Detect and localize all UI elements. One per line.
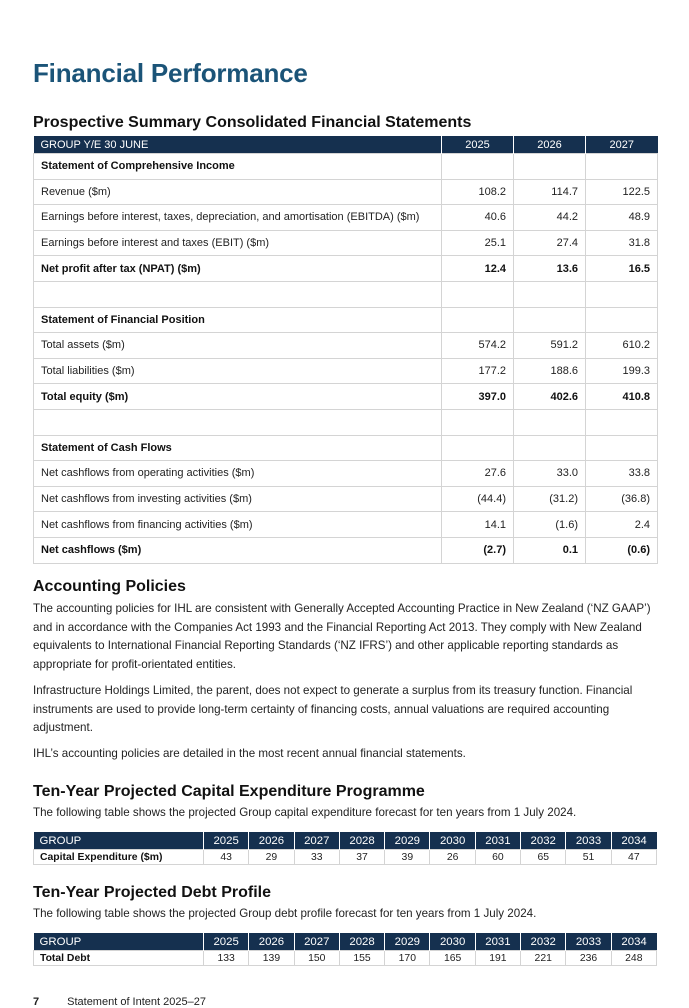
- row-value: 610.2: [586, 333, 658, 359]
- header-year: 2027: [294, 933, 339, 951]
- header-year: 2033: [566, 832, 611, 850]
- row-label: Statement of Comprehensive Income: [34, 154, 442, 180]
- row-value: 199.3: [586, 358, 658, 384]
- row-value: 44.2: [514, 205, 586, 231]
- row-value: 27.4: [514, 230, 586, 256]
- page-footer: [33, 996, 206, 1008]
- row-value: 248: [611, 951, 656, 966]
- row-value: 37: [339, 850, 384, 865]
- row-value: [442, 409, 514, 435]
- page-title: Financial Performance: [33, 58, 308, 88]
- row-value: 177.2: [442, 358, 514, 384]
- row-label: Revenue ($m): [34, 179, 442, 205]
- table-row: [34, 179, 658, 205]
- header-year: 2032: [521, 933, 566, 951]
- table-row: [34, 850, 657, 865]
- header-year: 2027: [586, 136, 658, 154]
- table-row: [34, 384, 658, 410]
- row-value: [586, 409, 658, 435]
- footer-doc-title: Statement of Intent 2025–27: [67, 996, 206, 1008]
- table-header-row: [34, 832, 657, 850]
- row-label: [34, 409, 442, 435]
- header-year: 2026: [514, 136, 586, 154]
- row-value: 40.6: [442, 205, 514, 231]
- row-value: 574.2: [442, 333, 514, 359]
- row-value: [514, 307, 586, 333]
- header-year: 2034: [611, 832, 656, 850]
- row-value: 29: [249, 850, 294, 865]
- row-value: 33.8: [586, 461, 658, 487]
- row-value: 43: [204, 850, 249, 865]
- accounting-paragraph: The accounting policies for IHL are consistent with Generally Accepted Accounting Practice in New Zealand (‘NZ GAAP’) and in accordance with the Companies Act 1993 and the Financial Reporting Act 2013. They comply with New Zealand equivalents to International Financial Reporting Standards (‘NZ IFRS’) and other applicable reporting standards as appropriate for profit-orientated entities.: [33, 602, 651, 671]
- section-header-row: [34, 307, 658, 333]
- row-value: 191: [475, 951, 520, 966]
- row-label: Earnings before interest and taxes (EBIT) ($m): [34, 230, 442, 256]
- row-value: (0.6): [586, 537, 658, 563]
- financial-statements-heading: Prospective Summary Consolidated Financial Statements: [33, 114, 472, 131]
- row-value: 188.6: [514, 358, 586, 384]
- row-label: Net cashflows from financing activities ($m): [34, 512, 442, 538]
- header-year: 2028: [339, 933, 384, 951]
- row-label: Capital Expenditure ($m): [34, 850, 204, 865]
- row-value: [586, 281, 658, 307]
- row-label: Net profit after tax (NPAT) ($m): [34, 256, 442, 282]
- section-header-row: [34, 154, 658, 180]
- header-year: 2025: [442, 136, 514, 154]
- row-value: [586, 307, 658, 333]
- header-year: 2027: [294, 832, 339, 850]
- row-value: 114.7: [514, 179, 586, 205]
- row-value: 31.8: [586, 230, 658, 256]
- header-year: 2025: [204, 832, 249, 850]
- table-row: [34, 537, 658, 563]
- accounting-paragraph: Infrastructure Holdings Limited, the parent, does not expect to generate a surplus from its treasury function. Financial instruments are used to provide long-term certainty of financing costs, annual valuations are required accounting adjustment.: [33, 684, 633, 735]
- header-year: 2031: [475, 832, 520, 850]
- debt-heading: Ten-Year Projected Debt Profile: [33, 884, 271, 901]
- row-value: 48.9: [586, 205, 658, 231]
- row-value: [442, 307, 514, 333]
- table-header-row: [34, 933, 657, 951]
- row-value: [442, 281, 514, 307]
- row-value: [442, 154, 514, 180]
- capex-heading: Ten-Year Projected Capital Expenditure Programme: [33, 783, 425, 800]
- row-value: (1.6): [514, 512, 586, 538]
- capex-intro: The following table shows the projected Group capital expenditure forecast for ten years from 1 July 2024.: [33, 806, 577, 819]
- row-value: 33.0: [514, 461, 586, 487]
- row-value: 170: [385, 951, 430, 966]
- row-value: 27.6: [442, 461, 514, 487]
- row-value: 25.1: [442, 230, 514, 256]
- row-value: 133: [204, 951, 249, 966]
- table-row: [34, 512, 658, 538]
- header-group: GROUP Y/E 30 JUNE: [34, 136, 442, 154]
- row-label: Statement of Cash Flows: [34, 435, 442, 461]
- financial-statements-table: [33, 136, 658, 564]
- row-label: Earnings before interest, taxes, depreciation, and amortisation (EBITDA) ($m): [34, 205, 442, 231]
- row-value: [514, 154, 586, 180]
- row-value: [514, 281, 586, 307]
- row-value: [514, 435, 586, 461]
- table-row: [34, 951, 657, 966]
- table-row: [34, 230, 658, 256]
- row-value: 410.8: [586, 384, 658, 410]
- row-value: 60: [475, 850, 520, 865]
- spacer-row: [34, 409, 658, 435]
- accounting-paragraph: IHL’s accounting policies are detailed in the most recent annual financial statements.: [33, 747, 466, 760]
- header-group: GROUP: [34, 832, 204, 850]
- accounting-policies-heading: Accounting Policies: [33, 578, 186, 595]
- header-year: 2028: [339, 832, 384, 850]
- header-year: 2030: [430, 933, 475, 951]
- row-value: 16.5: [586, 256, 658, 282]
- row-label: Statement of Financial Position: [34, 307, 442, 333]
- row-value: 139: [249, 951, 294, 966]
- row-value: [514, 409, 586, 435]
- row-value: 397.0: [442, 384, 514, 410]
- header-year: 2033: [566, 933, 611, 951]
- page-number: 7: [33, 996, 40, 1008]
- row-value: 47: [611, 850, 656, 865]
- row-value: 12.4: [442, 256, 514, 282]
- capex-table: [33, 832, 657, 865]
- spacer-row: [34, 281, 658, 307]
- row-value: 14.1: [442, 512, 514, 538]
- row-value: 33: [294, 850, 339, 865]
- row-value: 0.1: [514, 537, 586, 563]
- row-value: 236: [566, 951, 611, 966]
- section-header-row: [34, 435, 658, 461]
- table-row: [34, 205, 658, 231]
- row-value: [586, 435, 658, 461]
- row-label: Net cashflows ($m): [34, 537, 442, 563]
- row-label: [34, 281, 442, 307]
- debt-table: [33, 933, 657, 966]
- row-value: 122.5: [586, 179, 658, 205]
- row-label: Total equity ($m): [34, 384, 442, 410]
- row-value: 51: [566, 850, 611, 865]
- debt-intro: The following table shows the projected Group debt profile forecast for ten years from 1 July 2024.: [33, 907, 537, 920]
- row-value: 26: [430, 850, 475, 865]
- row-label: Total Debt: [34, 951, 204, 966]
- header-year: 2034: [611, 933, 656, 951]
- row-label: Total assets ($m): [34, 333, 442, 359]
- header-year: 2032: [521, 832, 566, 850]
- row-value: 13.6: [514, 256, 586, 282]
- header-year: 2025: [204, 933, 249, 951]
- row-value: (31.2): [514, 486, 586, 512]
- row-label: Net cashflows from investing activities ($m): [34, 486, 442, 512]
- header-year: 2030: [430, 832, 475, 850]
- table-row: [34, 358, 658, 384]
- header-year: 2029: [385, 933, 430, 951]
- row-value: 165: [430, 951, 475, 966]
- header-group: GROUP: [34, 933, 204, 951]
- row-value: 591.2: [514, 333, 586, 359]
- row-value: (44.4): [442, 486, 514, 512]
- table-row: [34, 256, 658, 282]
- table-row: [34, 333, 658, 359]
- header-year: 2031: [475, 933, 520, 951]
- row-value: 150: [294, 951, 339, 966]
- row-value: [586, 154, 658, 180]
- table-row: [34, 486, 658, 512]
- header-year: 2026: [249, 832, 294, 850]
- row-value: [442, 435, 514, 461]
- header-year: 2026: [249, 933, 294, 951]
- row-value: 402.6: [514, 384, 586, 410]
- row-value: 221: [521, 951, 566, 966]
- table-header-row: [34, 136, 658, 154]
- header-year: 2029: [385, 832, 430, 850]
- row-value: 108.2: [442, 179, 514, 205]
- table-row: [34, 461, 658, 487]
- row-value: (36.8): [586, 486, 658, 512]
- row-value: 2.4: [586, 512, 658, 538]
- row-value: 39: [385, 850, 430, 865]
- row-label: Total liabilities ($m): [34, 358, 442, 384]
- row-value: 65: [521, 850, 566, 865]
- row-value: 155: [339, 951, 384, 966]
- row-label: Net cashflows from operating activities ($m): [34, 461, 442, 487]
- row-value: (2.7): [442, 537, 514, 563]
